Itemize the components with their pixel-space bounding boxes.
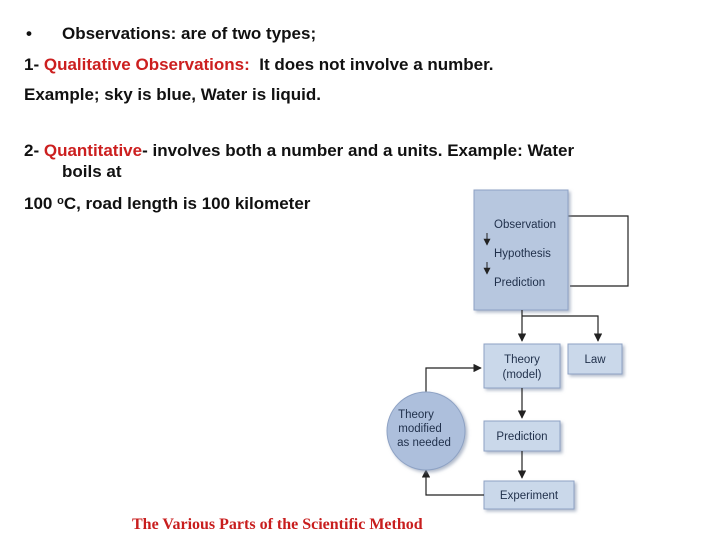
theory-model-label: (model) — [502, 369, 542, 381]
scientific-method-diagram — [360, 186, 660, 526]
qualitative-prefix: 1- — [24, 55, 44, 74]
qualitative-line — [24, 55, 494, 75]
degree-superscript: o — [57, 195, 64, 207]
modified-line2: modified — [398, 423, 442, 435]
bullet: • — [26, 24, 32, 43]
prediction-label: Prediction — [496, 431, 548, 443]
quantitative-prefix: 2- — [24, 141, 44, 160]
observation-label: Observation — [494, 219, 557, 231]
quantitative-term: Quantitative — [43, 141, 143, 160]
modified-line1: Theory — [398, 409, 434, 421]
loop-experiment-modified — [426, 470, 484, 495]
quantitative-definition: - involves both a number and a units. Example: Water — [142, 141, 575, 160]
quantitative-continuation: boils at — [62, 162, 122, 181]
qualitative-example: Example; sky is blue, Water is liquid. — [24, 85, 321, 104]
qualitative-term: Qualitative Observations: — [43, 55, 250, 74]
theory-label: Theory — [504, 354, 540, 366]
qualitative-definition: It does not involve a number. — [249, 55, 494, 74]
prediction-top-label: Prediction — [494, 277, 546, 289]
arrow-panel-law — [522, 316, 598, 341]
theory-box — [484, 344, 560, 388]
observations-heading: Observations: are of two types; — [62, 24, 317, 43]
law-label: Law — [584, 354, 606, 366]
experiment-label: Experiment — [499, 490, 559, 502]
loop-modified-theory — [426, 368, 481, 392]
quantitative-line — [24, 141, 574, 161]
hypothesis-label: Hypothesis — [494, 248, 551, 260]
quantitative-example — [24, 194, 310, 214]
example-rest: C, road length is 100 kilometer — [63, 194, 311, 213]
diagram-caption: The Various Parts of the Scientific Method — [132, 516, 423, 533]
temperature-value: 100 — [24, 194, 58, 213]
modified-line3: as needed — [397, 437, 451, 449]
